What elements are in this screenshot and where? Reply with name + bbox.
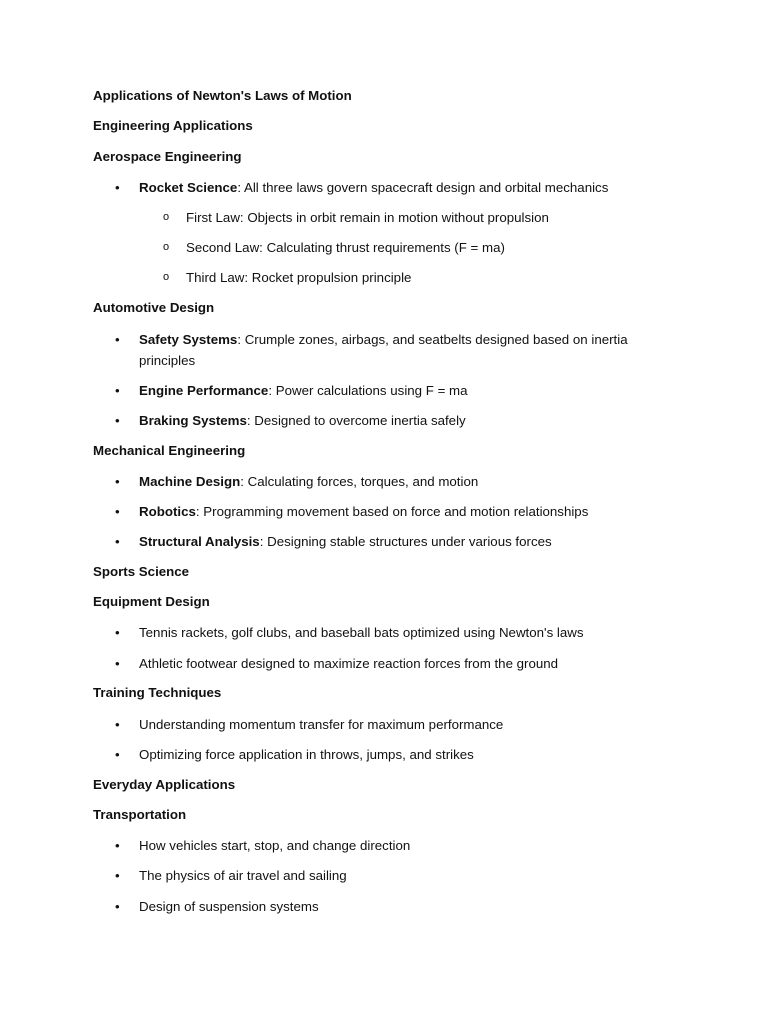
list-item <box>115 471 679 492</box>
item-text: How vehicles start, stop, and change direction <box>139 838 411 853</box>
subheading-mechanical: Mechanical Engineering <box>93 443 246 458</box>
bullet-icon: • <box>115 332 120 347</box>
item-text: Understanding momentum transfer for maximum performance <box>139 717 504 732</box>
subheading-equipment: Equipment Design <box>93 594 210 609</box>
circle-bullet-icon: o <box>163 211 170 223</box>
list-item <box>115 714 679 735</box>
list-item <box>115 501 679 522</box>
subheading-training: Training Techniques <box>93 685 222 700</box>
item-text: First Law: Objects in orbit remain in motion without propulsion <box>186 210 549 225</box>
bullet-icon: • <box>115 868 120 883</box>
list-item <box>115 865 679 886</box>
bullet-icon: • <box>115 504 120 519</box>
item-text: : Calculating forces, torques, and motion <box>240 474 479 489</box>
bullet-icon: • <box>115 656 120 671</box>
bullet-icon: • <box>115 747 120 762</box>
bullet-icon: • <box>115 474 120 489</box>
item-text: Third Law: Rocket propulsion principle <box>186 270 412 285</box>
sub-list-item <box>163 270 412 285</box>
list-item <box>115 329 679 371</box>
item-text: : Designed to overcome inertia safely <box>246 413 466 428</box>
list-item <box>115 653 679 674</box>
sub-list-item <box>163 210 549 225</box>
item-term: Rocket Science <box>139 180 238 195</box>
bullet-icon: • <box>115 180 120 195</box>
bullet-icon: • <box>115 413 120 428</box>
circle-bullet-icon: o <box>163 241 170 253</box>
item-text: : Designing stable structures under various forces <box>259 534 552 549</box>
item-term: Machine Design <box>139 474 241 489</box>
sub-list-item <box>163 240 505 255</box>
item-text: Athletic footwear designed to maximize reaction forces from the ground <box>139 656 559 671</box>
bullet-icon: • <box>115 838 120 853</box>
item-term: Robotics <box>139 504 196 519</box>
item-text: Design of suspension systems <box>139 899 319 914</box>
item-text: Optimizing force application in throws, jumps, and strikes <box>139 747 474 762</box>
item-text: : All three laws govern spacecraft design and orbital mechanics <box>237 180 609 195</box>
list-item <box>115 744 679 765</box>
list-item <box>115 622 679 643</box>
bullet-icon: • <box>115 534 120 549</box>
item-text: : Programming movement based on force and motion relationships <box>195 504 589 519</box>
list-item <box>115 410 679 431</box>
subheading-aerospace: Aerospace Engineering <box>93 149 242 164</box>
section-heading-engineering: Engineering Applications <box>93 118 253 133</box>
bullet-icon: • <box>115 383 120 398</box>
list-item <box>115 380 679 401</box>
subheading-transportation: Transportation <box>93 807 187 822</box>
list-item <box>115 835 679 856</box>
document-title: Applications of Newton's Laws of Motion <box>93 88 352 103</box>
item-text: Second Law: Calculating thrust requirements (F = ma) <box>186 240 505 255</box>
section-heading-everyday: Everyday Applications <box>93 777 236 792</box>
bullet-icon: • <box>115 899 120 914</box>
list-item <box>115 531 679 552</box>
item-term: Engine Performance <box>139 383 269 398</box>
item-text: Tennis rackets, golf clubs, and baseball bats optimized using Newton's laws <box>139 625 584 640</box>
subheading-automotive: Automotive Design <box>93 300 215 315</box>
list-item <box>115 177 679 198</box>
bullet-icon: • <box>115 717 120 732</box>
item-text: : Crumple zones, airbags, and seatbelts designed based on inertia principles <box>139 332 628 368</box>
item-term: Safety Systems <box>139 332 238 347</box>
section-heading-sports: Sports Science <box>93 564 190 579</box>
item-term: Braking Systems <box>139 413 247 428</box>
circle-bullet-icon: o <box>163 271 170 283</box>
item-text: The physics of air travel and sailing <box>139 868 347 883</box>
bullet-icon: • <box>115 625 120 640</box>
item-text: : Power calculations using F = ma <box>268 383 468 398</box>
item-term: Structural Analysis <box>139 534 260 549</box>
list-item <box>115 896 679 917</box>
